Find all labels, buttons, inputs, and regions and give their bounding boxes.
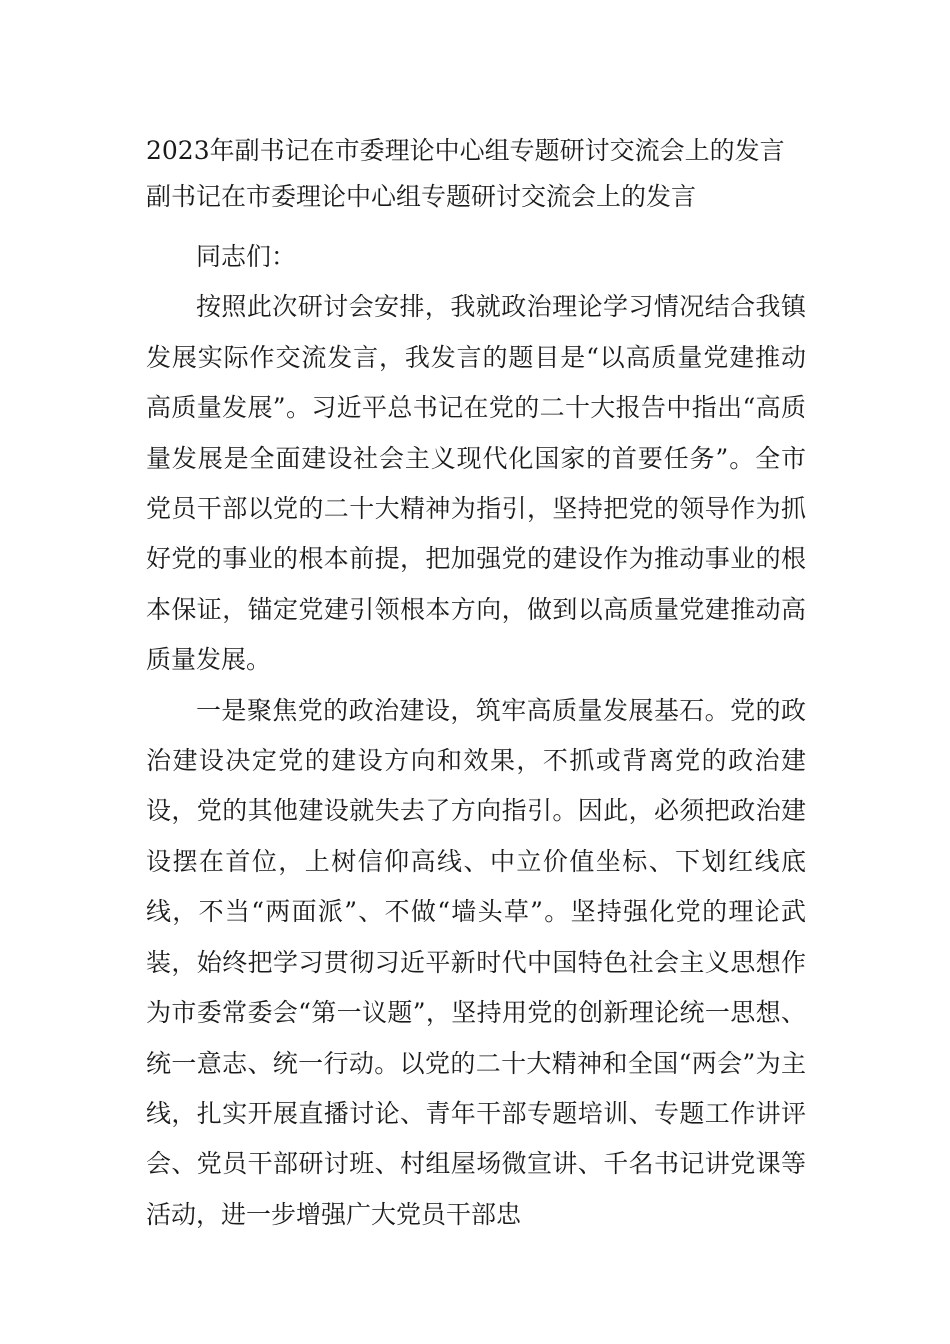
paragraph-political-building: 一是聚焦党的政治建设，筑牢高质量发展基石。党的政治建设决定党的建设方向和效果，不抓或背离党的政治建设，党的其他建设就失去了方向指引。因此，必须把政治建设摆在首位，上树信仰高线、中立价值坐标、下划红线底线，不当“两面派”、不做“墙头草”。坚持强化党的理论武装，始终把学习贯彻习近平新时代中国特色社会主义思想作为市委常委会“第一议题”，坚持用党的创新理论统一思想、统一意志、统一行动。以党的二十大精神和全国“两会”为主线，扎实开展直播讨论、青年干部专题培训、专题工作讲评会、党员干部研讨班、村组屋场微宣讲、千名书记讲党课等活动，进一步增强广大党员干部忠 [146, 695, 806, 1229]
paragraph-intro: 按照此次研讨会安排，我就政治理论学习情况结合我镇发展实际作交流发言，我发言的题目是“以高质量党建推动高质量发展”。习近平总书记在党的二十大报告中指出“高质量发展是全面建设社会主义现代化国家的首要任务”。全市党员干部以党的二十大精神为指引，坚持把党的领导作为抓好党的事业的根本前提，把加强党的建设作为推动事业的根本保证，锚定党建引领根本方向，做到以高质量党建推动高质量发展。 [146, 292, 806, 675]
salutation: 同志们： [196, 242, 297, 271]
document-subtitle: 副书记在市委理论中心组专题研讨交流会上的发言 [146, 182, 697, 211]
document-title: 2023年副书记在市委理论中心组专题研讨交流会上的发言 [146, 136, 785, 165]
document-page [146, 128, 806, 1240]
